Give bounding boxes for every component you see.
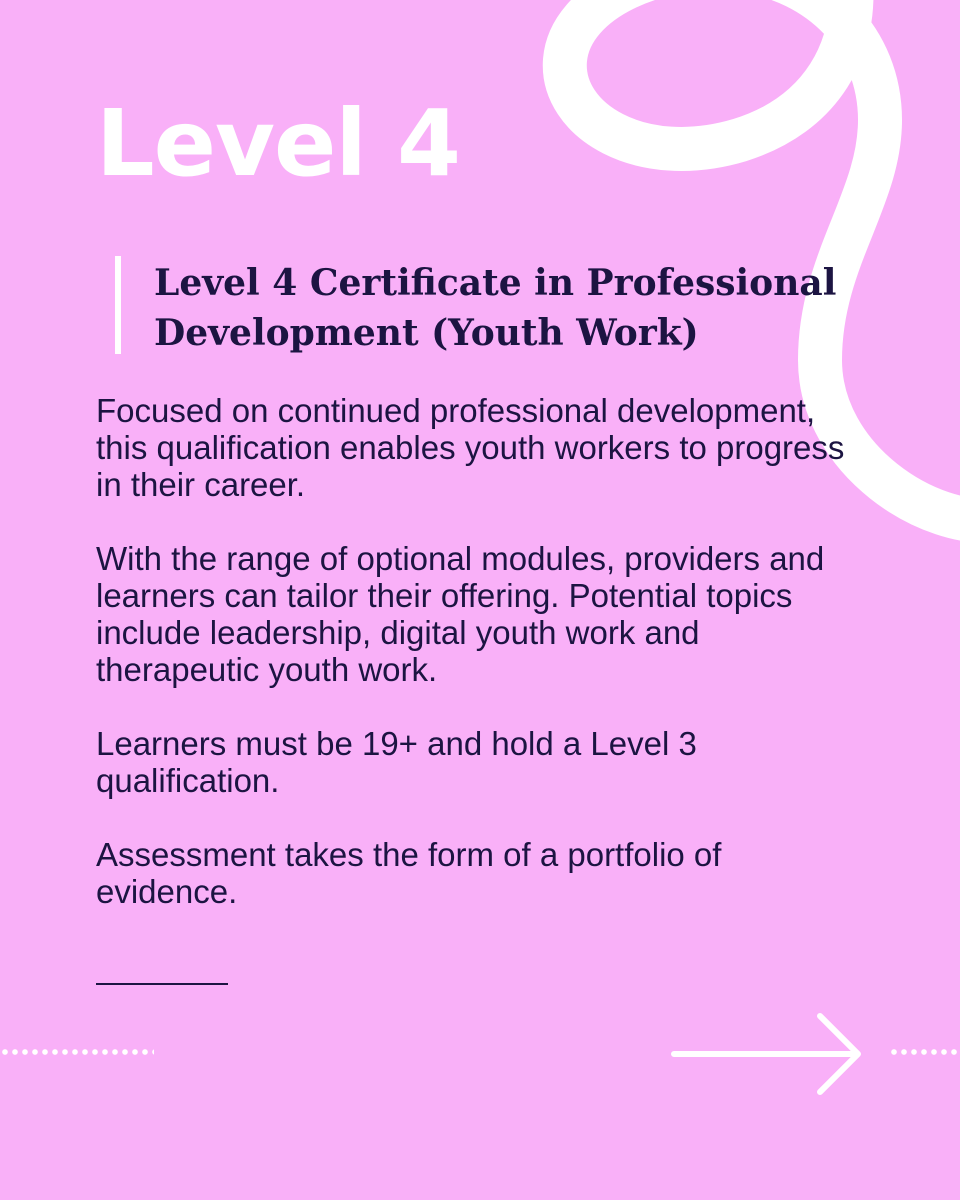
- arrow-right-icon[interactable]: [668, 1010, 868, 1100]
- page-title: Level 4: [96, 90, 460, 197]
- paragraph-assessment: Assessment takes the form of a portfolio of evidence.: [96, 836, 722, 910]
- description: [96, 392, 856, 910]
- paragraph-modules: With the range of optional modules, providers and learners can tailor their offering. Potential topics include leadership, digital youth work and therapeutic youth work.: [96, 540, 825, 688]
- paragraph-overview: Focused on continued professional development, this qualification enables youth workers to progress in their career.: [96, 392, 845, 503]
- divider: [96, 983, 228, 985]
- dotted-line-right: [889, 1049, 960, 1055]
- qualification-title: Level 4 Certificate in Professional Development (Youth Work): [154, 262, 837, 354]
- dotted-line-left: [0, 1049, 154, 1055]
- paragraph-entry-requirements: Learners must be 19+ and hold a Level 3 qualification.: [96, 725, 697, 799]
- quote-bar: [115, 256, 121, 354]
